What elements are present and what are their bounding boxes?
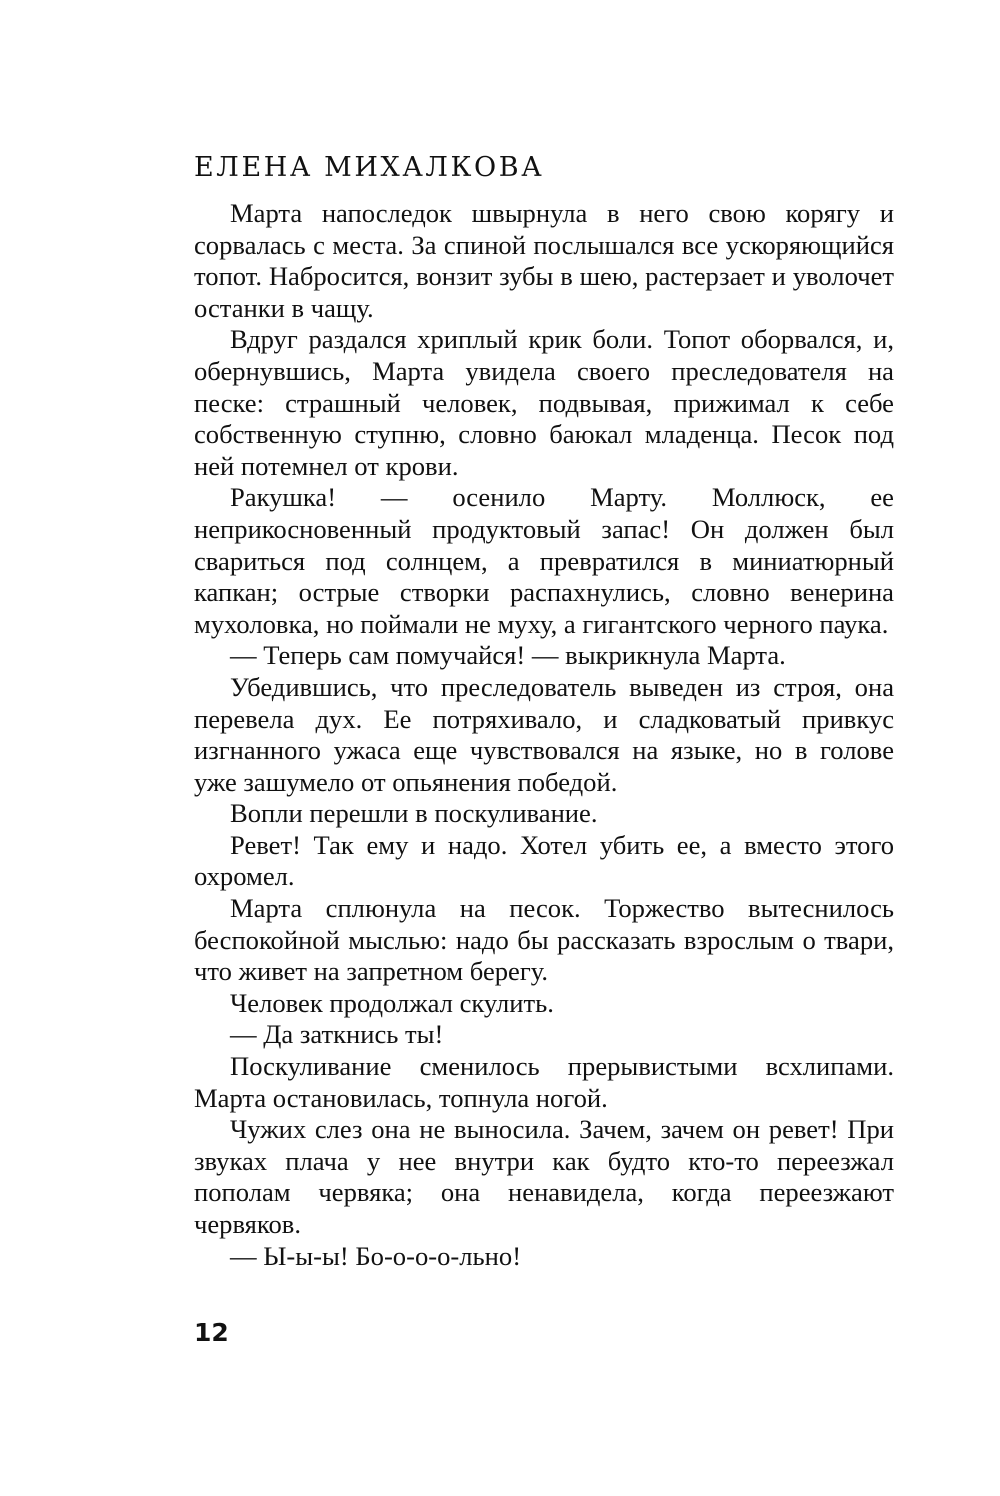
paragraph: — Да заткнись ты! [230,1019,444,1050]
paragraph: Поскуливание сменилось прерывистыми всхлипами. Марта остановилась, топнула ногой. [194,1051,894,1113]
paragraph: Вопли перешли в поскуливание. [230,798,598,829]
page-number: 12 [194,1318,229,1347]
paragraph: Человек продолжал скулить. [230,987,554,1018]
paragraph: Ревет! Так ему и надо. Хотел убить ее, а вместо этого охромел. [194,829,894,892]
paragraph: Чужих слез она не выносила. Зачем, зачем он ревет! При звуках плача у нее внутри как будто кто-то переезжал пополам червяка; она ненавидела, когда переезжают червяков. [194,1114,894,1239]
paragraph: — Теперь сам помучайся! — выкрикнула Марта. [230,640,786,671]
paragraph: Марта напоследок швырнула в него свою корягу и сорвалась с места. За спиной послышался все ускоряющийся топот. Набросится, вонзит зубы в шею, растерзает и уволочет останки в чащу. [194,198,894,323]
body-text [194,198,894,1272]
paragraph: Вдруг раздался хриплый крик боли. Топот оборвался, и, обернувшись, Марта увидела своего преследователя на песке: страшный человек, подвывая, прижимал к себе собственную ступню, словно баюкал младенца. Песок под ней потемнел от крови. [194,324,894,481]
paragraph: Марта сплюнула на песок. Торжество вытеснилось беспокойной мыслью: надо бы рассказать взрослым о твари, что живет на запретном берегу. [194,893,894,987]
paragraph: — Ы-ы-ы! Бо-о-о-о-льно! [230,1240,522,1271]
paragraph: Ракушка! — осенило Марту. Моллюск, ее неприкосновенный продуктовый запас! Он должен был свариться под солнцем, а превратился в миниатюрный капкан; острые створки распахнулись, словно венерина мухоловка, но поймали не муху, а гигантского черного паука. [194,482,894,639]
paragraph: Убедившись, что преследователь выведен из строя, она перевела дух. Ее потряхивало, и сладковатый привкус изгнанного ужаса еще чувствовался на языке, но в голове уже зашумело от опьянения победой. [194,671,894,797]
running-head-author: ЕЛЕНА МИХАЛКОВА [194,152,545,183]
